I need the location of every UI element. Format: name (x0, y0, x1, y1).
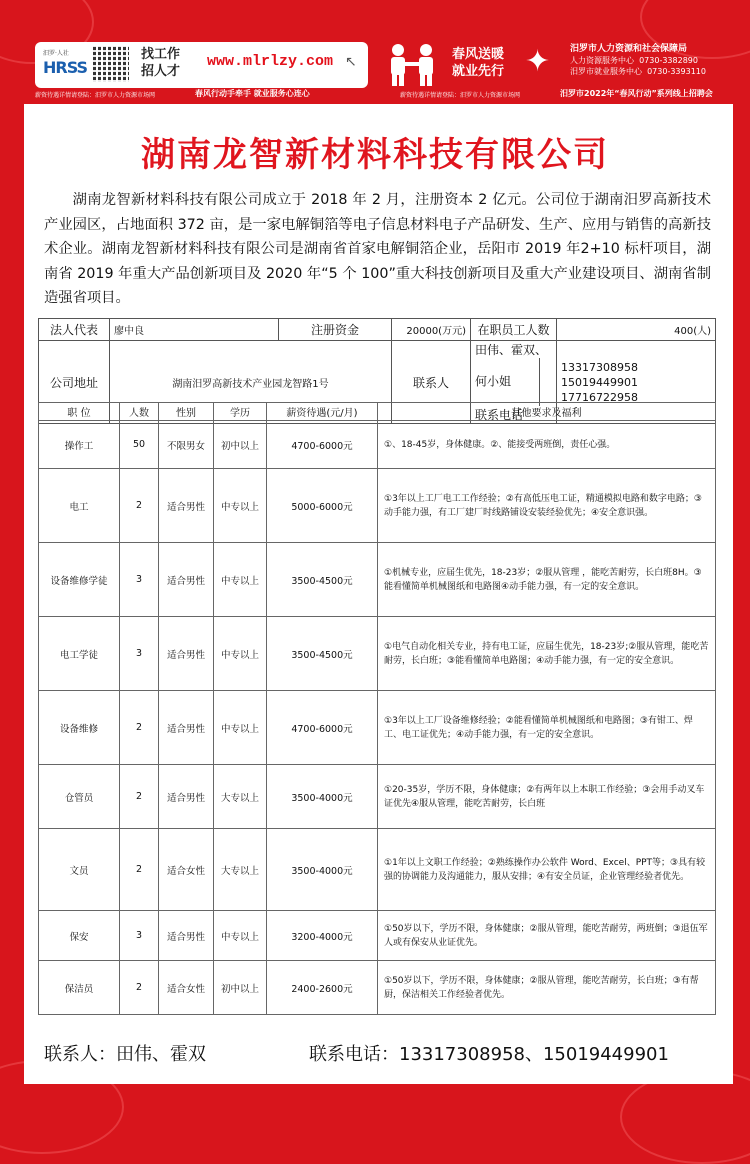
col-count: 人数 (120, 403, 159, 421)
table-row (39, 765, 716, 829)
capital-value: 20000(万元) (392, 319, 471, 341)
count: 2 (120, 765, 159, 829)
header-banner (35, 42, 368, 88)
website-link[interactable]: www.mlrlzy.com (207, 53, 334, 70)
right-slogan: 汨罗市2022年“春风行动”系列线上招聘会 (560, 89, 713, 98)
requirements: ①3年以上工厂设备维修经验；②能看懂简单机械图纸和电路图；③有钳工、焊工、电工证优先；④动手能力强，有一定的安全意识。 (378, 691, 716, 765)
find-talent-line: 招人才 (141, 64, 181, 79)
campaign-line-2: 就业先行 (452, 64, 505, 79)
table-row (39, 911, 716, 961)
count: 2 (120, 961, 159, 1015)
table-row (39, 691, 716, 765)
salary: 3500-4000元 (267, 829, 378, 911)
education: 初中以上 (214, 961, 267, 1015)
hr-center-label: 人力资源服务中心 (570, 56, 634, 65)
position: 保洁员 (39, 961, 120, 1015)
gender: 适合女性 (159, 829, 214, 911)
salary: 3500-4500元 (267, 543, 378, 617)
phone-number: 17716722958 (561, 390, 638, 404)
job-center-phone: 0730-3393110 (647, 67, 706, 76)
staff-label: 在职员工人数 (471, 319, 557, 341)
position: 保安 (39, 911, 120, 961)
col-gender: 性别 (159, 403, 214, 421)
capital-label: 注册资金 (279, 319, 392, 341)
education: 中专以上 (214, 691, 267, 765)
find-job-line: 找工作 (141, 47, 181, 62)
salary: 3500-4500元 (267, 617, 378, 691)
count: 2 (120, 691, 159, 765)
phone-label: 联系电话 (475, 408, 524, 422)
col-position: 职 位 (39, 403, 120, 421)
table-row (39, 421, 716, 469)
col-salary: 薪资待遇(元/月) (267, 403, 378, 421)
left-slogan: 春风行动手牵手 就业服务心连心 (195, 89, 310, 98)
gender: 适合男性 (159, 469, 214, 543)
job-center-label: 汨罗市就业服务中心 (570, 67, 642, 76)
education: 大专以上 (214, 765, 267, 829)
position: 设备维修 (39, 691, 120, 765)
salary: 2400-2600元 (267, 961, 378, 1015)
position: 设备维修学徒 (39, 543, 120, 617)
contact-label: 联系人 (392, 341, 471, 424)
education: 初中以上 (214, 421, 267, 469)
address-label: 公司地址 (39, 341, 110, 424)
requirements: ①3年以上工厂电工工作经验；②有高低压电工证，精通模拟电路和数字电路；③动手能力强，有工厂建厂时线路铺设安装经验优先；④安全意识强。 (378, 469, 716, 543)
education: 中专以上 (214, 543, 267, 617)
address-value: 湖南汨罗高新技术产业园龙智路1号 (110, 341, 392, 424)
position: 电工 (39, 469, 120, 543)
left-subtext: 薪资待遇详情请登陆：汨罗市人力资源市场网 (35, 92, 156, 99)
gender: 不限男女 (159, 421, 214, 469)
position: 文员 (39, 829, 120, 911)
footer-contact-person: 联系人：田伟、霍双 (44, 1044, 206, 1065)
company-title: 湖南龙智新材料科技有限公司 (141, 135, 609, 175)
phone-number: 13317308958 (561, 360, 638, 374)
hr-center-phone: 0730-3382890 (639, 56, 698, 65)
table-row (39, 469, 716, 543)
cursor-icon: ↖ (345, 54, 357, 70)
requirements: ①50岁以下，学历不限，身体健康；②服从管理，能吃苦耐劳，长白班；③有帮厨，保洁相关工作经验者优先。 (378, 961, 716, 1015)
legal-rep-value: 廖中良 (110, 319, 279, 341)
table-row (39, 617, 716, 691)
requirements: ①电气自动化相关专业，持有电工证，应届生优先，18-23岁;②服从管理，能吃苦耐劳，长白班；③能看懂简单电路图；④动手能力强，有一定的安全意识。 (378, 617, 716, 691)
salary: 4700-6000元 (267, 691, 378, 765)
requirements: ①机械专业，应届生优先，18-23岁；②服从管理 ，能吃苦耐劳，长白班8H。③能看懂简单机械图纸和电路图④动手能力强，有一定的安全意识。 (378, 543, 716, 617)
hrss-logo (43, 48, 88, 80)
company-intro: 湖南龙智新材料科技有限公司成立于 2018 年 2 月，注册资本 2 亿元。公司位于湖南汨罗高新技术产业园区，占地面积 372 亩，是一家电解铜箔等电子信息材料电子产品研发、生产、应用与销售的高新技术企业。湖南龙智新材料科技有限公司是湖南省首家电解铜箔企业，岳阳市 2019 年2+10 标杆项目，湖南省 2019 年重大产品创新项目及 2020 年“5 个 100”重大科技创新项目及重大产业建设项目、湖南省制造强省项目。 (44, 192, 711, 306)
contact-names: 田伟、霍双、何小姐 (475, 343, 548, 389)
position: 仓管员 (39, 765, 120, 829)
gender: 适合男性 (159, 691, 214, 765)
gender: 适合男性 (159, 911, 214, 961)
footer-contact (44, 1040, 724, 1066)
requirements: ①50岁以下，学历不限，身体健康；②服从管理，能吃苦耐劳，两班倒；③退伍军人或有保安从业证优先。 (378, 911, 716, 961)
salary: 4700-6000元 (267, 421, 378, 469)
col-education: 学历 (214, 403, 267, 421)
position: 电工学徒 (39, 617, 120, 691)
phone-number: 15019449901 (561, 375, 638, 389)
education: 中专以上 (214, 911, 267, 961)
education: 中专以上 (214, 617, 267, 691)
jobs-table (38, 402, 716, 1015)
right-subtext: 薪资待遇详情请登陆：汨罗市人力资源市场网 (400, 92, 521, 99)
cloud-decoration (620, 1070, 750, 1164)
legal-rep-label: 法人代表 (39, 319, 110, 341)
requirements: ①1年以上文职工作经验；②熟练操作办公软件 Word、Excel、PPT等；③具有较强的协调能力及沟通能力，服从安排；④有安全员证，企业管理经验者优先。 (378, 829, 716, 911)
count: 50 (120, 421, 159, 469)
salary: 3500-4000元 (267, 765, 378, 829)
gender: 适合男性 (159, 617, 214, 691)
agency-info (570, 44, 750, 77)
salary: 5000-6000元 (267, 469, 378, 543)
handshake-icon (378, 42, 448, 86)
gender: 适合男性 (159, 543, 214, 617)
requirements: ①、18-45岁，身体健康。②、能接受两班倒，责任心强。 (378, 421, 716, 469)
table-row (39, 961, 716, 1015)
salary: 3200-4000元 (267, 911, 378, 961)
gender: 适合男性 (159, 765, 214, 829)
count: 2 (120, 829, 159, 911)
count: 3 (120, 911, 159, 961)
qr-code-icon (93, 46, 129, 82)
col-requirements: 其他要求及福利 (378, 403, 716, 421)
campaign-line-1: 春风送暖 (452, 47, 505, 62)
count: 2 (120, 469, 159, 543)
logo-text: HRSS (43, 58, 88, 77)
staff-value: 400(人) (557, 319, 716, 341)
table-row (39, 543, 716, 617)
count: 3 (120, 543, 159, 617)
agency-name: 汨罗市人力资源和社会保障局 (570, 44, 688, 54)
position: 操作工 (39, 421, 120, 469)
footer-phone: 联系电话：13317308958、15019449901 (309, 1044, 669, 1065)
count: 3 (120, 617, 159, 691)
logo-subtext: 汨罗·人社 (43, 50, 69, 57)
campaign-banner (378, 42, 528, 88)
table-row (39, 829, 716, 911)
runner-icon: ✦ (525, 44, 551, 79)
education: 大专以上 (214, 829, 267, 911)
education: 中专以上 (214, 469, 267, 543)
find-job-text (141, 46, 180, 80)
gender: 适合女性 (159, 961, 214, 1015)
requirements: ①20-35岁，学历不限，身体健康；②有两年以上本职工作经验；③会用手动叉车证优先④服从管理，能吃苦耐劳，长白班 (378, 765, 716, 829)
